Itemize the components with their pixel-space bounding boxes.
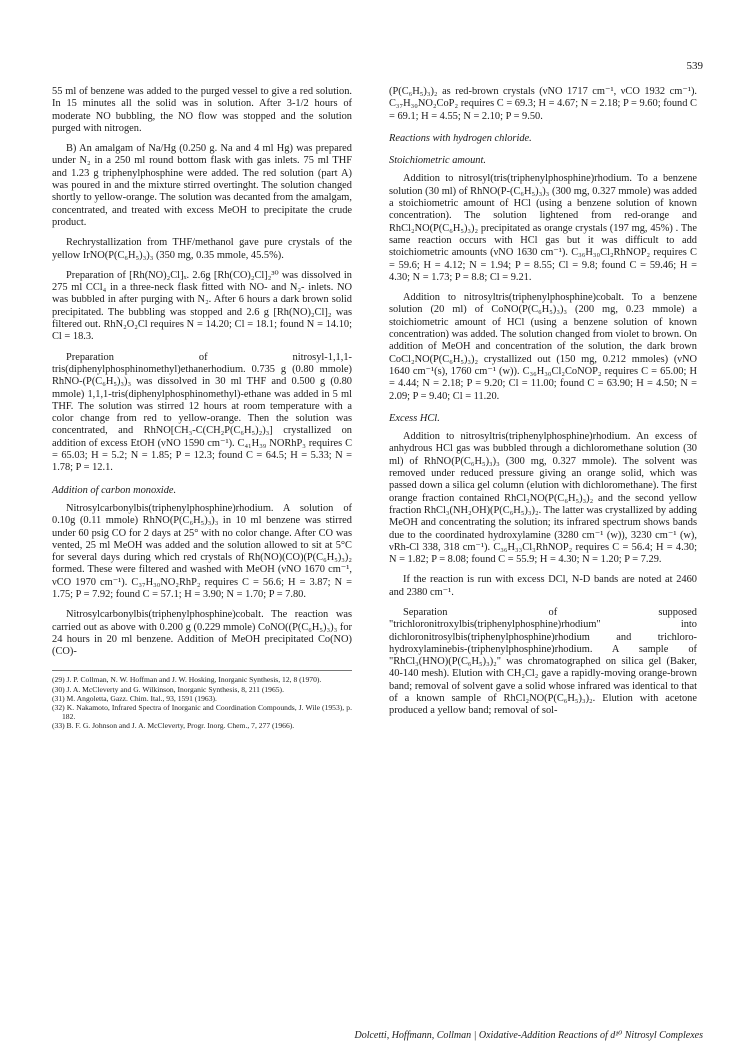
- paragraph: Preparation of [Rh(NO)₂Cl]ₓ. 2.6g [Rh(CO)₂Cl]₂³⁰ was dissolved in 275 ml CCl₄ in a three-neck flask fitted with NO- and N₂- inlets. NO was bubbled in after purging with N₂. After 6 hours a dark brown solid precipitated. The bubbling was stopped and 2.6 g [Rh(NO)₂Cl]₂ was filtered out. RhN₂O₂Cl requires N = 14.20; Cl = 18.1; found N = 14.10; Cl = 18.3.: [52, 269, 352, 343]
- paragraph: Separation of supposed "trichloronitroxylbis(triphenylphosphine)rhodium" into dichloronitrosylbis(triphenylphosphine)rhodium and trichloro-hydroxylaminebis-(triphenylphosphine)rhodium. A sample of "RhCl₃(HNO)(P(C₆H₅)₃)₂" was chromatographed on silica gel (Baker, 40-140 mesh). Elution with CH₂Cl₂ gave a rapidly-moving orange-brown band; removal of solvent gave a solid whose infrared was identical to that of a known sample of RhCl₂NO(P(C₆H₅)₃)₂. Elution with acetone produced a yellow band; removal of sol-: [389, 606, 697, 717]
- right-column: [389, 86, 697, 726]
- paragraph: Nitrosylcarbonylbis(triphenylphosphine)rhodium. A solution of 0.10g (0.11 mmole) RhNO(P(C₆H₅)₃)₃ in 10 ml benzene was stirred under 60 psig CO for 2 days at 25° with no color change. After CO was vented, 25 ml MeOH was added and the solution allowed to sit at 5°C for several days during which red crystals of Rh(NO)(CO)(P(C₆H₅)₃)₂ formed. These were filtered and washed with MeOH (νNO 1670 cm⁻¹, νCO 1970 cm⁻¹). C₃₇H₃₀NO₂RhP₂ requires C = 56.6; H = 3.87; N = 1.75; P = 7.92; found C = 57.1; H = 3.90; N = 1.70; P = 7.80.: [52, 502, 352, 600]
- paragraph: Addition to nitrosyltris(triphenylphosphine)rhodium. An excess of anhydrous HCl gas was bubbled through a dichloromethane solution (30 ml) of RhNO(P(C₆H₅)₃)₃ (300 mg, 0.327 mmole). The solvent was removed under reduced pressure giving an orange solid, which was passed down a silica gel column (elution with dichloromethane). The first orange fraction contained RhCl₂NO(P(C₆H₅)₃)₂ and the second yellow fraction RhCl₃(NH₂OH)(P(C₆H₅)₃)₂. The latter was crystallized by adding MeOH and concentrating the solution; its infrared spectrum shows bands due to the coordinated hydroxylamine (3280 cm⁻¹ (w)), 3230 cm⁻¹ (w), νRh-Cl 338, 318 cm⁻¹). C₃₆H₃₃Cl₃RhNOP₂ requires C = 56.4; H = 4.30; N = 1.82; P = 8.08; found C = 55.9; H = 4.30; N = 1.20; P = 7.29.: [389, 431, 697, 566]
- section-heading: Reactions with hydrogen chloride.: [389, 132, 532, 144]
- reference: (29) J. P. Collman, N. W. Hoffman and J. W. Hosking, Inorganic Synthesis, 12, 8 (1970).: [52, 675, 322, 685]
- reference: (31) M. Angoletta, Gazz. Chim. Ital., 93, 1591 (1963).: [52, 693, 217, 703]
- paragraph: 55 ml of benzene was added to the purged vessel to give a red solution. In 15 minutes all the solid was in solution. After 3-1/2 hours of moderate NO bubbling, the NO flow was stopped and the solution purged with nitrogen.: [52, 86, 352, 134]
- reference: (32) K. Nakamoto, Infrared Spectra of Inorganic and Coordination Compounds, J. Wile (1953), p. 182.: [52, 703, 352, 722]
- page-number: 539: [686, 60, 703, 72]
- paragraph: Addition to nitrosyltris(triphenylphosphine)cobalt. To a benzene solution (20 ml) of CoNO(P(C₆H₅)₃)₃ (200 mg, 0.23 mmole) a stoichiometric amount of HCl (using a benzene solution of known concentration) was added. The solution changed from violet to brown. On addition of MeOH and concentration of the solution, the dark brown CoCl₂NO(P(C₆H₅)₃)₂ crystallized out (150 mg, 0.212 mmoles) (νNO 1640 cm⁻¹(s), 1760 cm⁻¹ (w)). C₃₆H₃₀Cl₂CoNOP₂ requires C = 65.00; H = 4.44; N = 2.18; P = 9.20; Cl = 11.00; found C = 63.90; H = 4.50; N = 2.09; P = 9.40; Cl = 11.20.: [389, 292, 697, 402]
- references: [52, 670, 352, 730]
- paragraph: Rechrystallization from THF/methanol gave pure crystals of the yellow IrNO(P(C₆H₅)₃)₃ (350 mg, 0.35 mmole, 45.5%).: [52, 237, 352, 261]
- section-subheading: Stoichiometric amount.: [389, 155, 486, 167]
- left-column: [52, 86, 352, 731]
- paragraph: Addition to nitrosyl(tris(triphenylphosphine)rhodium. To a benzene solution (30 ml) of RhNO(P-(C₆H₅)₃)₃ (300 mg, 0.327 mmole) was added a stoichiometric amount of HCl (using a benzene solution of known concentration). The solution lightened from red-orange and RhCl₂NO(P(C₆H₅)₃)₂ precipitated as orange crystals (197 mg, 45%) . The same reaction occurs with HCl gas but it was difficult to add stoichiometric amounts (νNO 1630 cm⁻¹). C₃₆H₃₀Cl₂RhNOP₂ requires C = 59.6; H = 4.12; N = 1.94; P = 8.55; Cl = 9.8; found C = 59.46; H = 4.30; N = 1.73; P = 8.8; Cl = 9.21.: [389, 173, 697, 283]
- paragraph: Preparation of nitrosyl-1,1,1-tris(diphenylphosphinomethyl)ethanerhodium. 0.735 g (0.80 mmole) RhNO-(P(C₆H₅)₃)₃ was dissolved in 30 ml THF and 0.500 g (0.80 mmole) 1,1,1-tris(diphenylphosphinomethyl)-ethane was added in 5 ml THF. The solution was stirred 12 hours at room temperature with a color change from red to yellow-orange. Then the solution was concentrated, and RhNO[CH₃-C(CH₂P(C₆H₅)₂)₃] crystallized on addition of excess EtOH (νNO 1590 cm⁻¹). C₄₁H₃₉ NORhP₃ requires C = 65.03; H = 5.2; N = 1.85; P = 12.3; found C = 64.5; H = 5.33; N = 1.78; P = 12.1.: [52, 351, 352, 474]
- reference: (33) B. F. G. Johnson and J. A. McCleverty, Progr. Inorg. Chem., 7, 277 (1966).: [52, 721, 295, 731]
- section-heading: Addition of carbon monoxide.: [52, 484, 177, 496]
- paragraph: Nitrosylcarbonylbis(triphenylphosphine)cobalt. The reaction was carried out as above with 0.200 g (0.229 mmole) CoNO((P(C₆H₅)₃)₃ for 24 hours in 20 ml benzene. Addition of MeOH precipitated Co(NO)(CO)-: [52, 609, 352, 658]
- section-subheading: Excess HCl.: [389, 412, 440, 424]
- paragraph: B) An amalgam of Na/Hg (0.250 g. Na and 4 ml Hg) was prepared under N₂ in a 250 ml round bottom flask with gas inlets. 75 ml THF and 1.23 g triphenylphosphine were added. The red solution (part A) was poured in and the mixture stirred overtinght. The solution changed shortly to yellow-orange. The solution was decanted from the amalgam, concentrated, and treated with excess MeOH to precipitate the crude product.: [52, 143, 352, 228]
- paragraph: If the reaction is run with excess DCl, N-D bands are noted at 2460 and 2380 cm⁻¹.: [389, 574, 697, 598]
- reference: (30) J. A. McCleverty and G. Wilkinson, Inorganic Synthesis, 8, 211 (1965).: [52, 684, 284, 694]
- paragraph: (P(C₆H₅)₃)₂ as red-brown crystals (νNO 1717 cm⁻¹, νCO 1932 cm⁻¹). C₃₇H₃₀NO₂CoP₂ requires C = 69.3; H = 4.67; N = 2.18; P = 9.60; found C = 69.1; H = 4.55; N = 2.10; P = 9.50.: [389, 86, 697, 122]
- running-footer: Dolcetti, Hoffmann, Collman | Oxidative-Addition Reactions of d¹⁰ Nitrosyl Complexes: [354, 1030, 703, 1041]
